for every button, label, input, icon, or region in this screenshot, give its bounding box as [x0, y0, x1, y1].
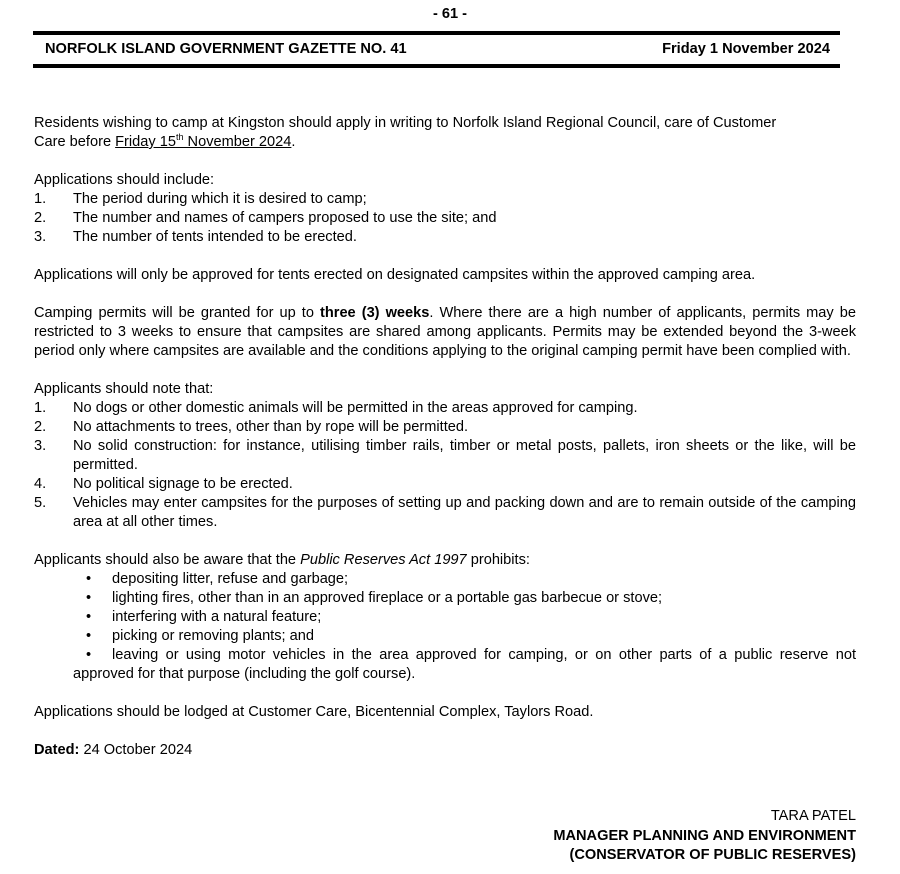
gazette-date: Friday 1 November 2024: [662, 41, 830, 57]
list-item: • interfering with a natural feature;: [86, 609, 322, 625]
intro-text: Residents wishing to camp at Kingston should apply in writing to Norfolk Island Regional Council, care of Customer: [34, 115, 777, 131]
list-item: 4. No political signage to be erected.: [34, 476, 293, 492]
list-item: 2. No attachments to trees, other than by rope will be permitted.: [34, 419, 469, 435]
list-item: 3. The number of tents intended to be erected.: [34, 229, 357, 245]
dated-line: [34, 741, 856, 760]
bullet-icon: •: [86, 571, 92, 587]
applicants-note-heading: Applicants should note that:: [34, 381, 214, 397]
approval-note: Applications will only be approved for tents erected on designated campsites within the approved camping area.: [34, 267, 756, 283]
bullet-icon: •: [86, 647, 92, 663]
intro-paragraph: Residents wishing to camp at Kingston should apply in writing to Norfolk Island Regional Council, care of Customer Care before Friday 15th November 2024.: [34, 115, 777, 150]
lodging-note: Applications should be lodged at Customer Care, Bicentennial Complex, Taylors Road.: [34, 704, 594, 720]
gazette-masthead: [33, 31, 840, 68]
bullet-icon: •: [86, 590, 92, 606]
prohibitions-list: [34, 570, 856, 684]
list-item: • picking or removing plants; and: [86, 628, 314, 644]
act-title: Public Reserves Act 1997: [300, 552, 467, 568]
list-item: • leaving or using motor vehicles in the area approved for camping, or on other parts of a public reserve not approved for that purpose (including the golf course).: [73, 647, 856, 682]
bullet-icon: •: [86, 609, 92, 625]
signatory-office: (CONSERVATOR OF PUBLIC RESERVES): [569, 847, 856, 863]
list-item: 1. The period during which it is desired to camp;: [34, 191, 367, 207]
dated-value: 24 October 2024: [79, 742, 193, 758]
signatory-name: TARA PATEL: [770, 808, 856, 824]
reserves-act-paragraph: Applicants should also be aware that the Public Reserves Act 1997 prohibits:: [34, 552, 530, 568]
dated-label: Dated:: [34, 742, 80, 758]
intro-care-before: Care before: [34, 134, 116, 150]
signature-block: [553, 807, 856, 866]
applications-include-heading: Applications should include:: [34, 172, 215, 188]
permit-duration: three (3) weeks: [319, 305, 430, 321]
list-item: 3. No solid construction: for instance, utilising timber rails, timber or metal posts, pallets, iron sheets or the like, will be permitted.: [34, 438, 856, 473]
notice-body: [34, 114, 856, 760]
list-item: 5. Vehicles may enter campsites for the purposes of setting up and packing down and are to remain outside of the camping area at all other times.: [34, 495, 856, 530]
list-item: 2. The number and names of campers proposed to use the site; and: [34, 210, 497, 226]
page-number: - 61 -: [432, 6, 468, 22]
permits-paragraph: Camping permits will be granted for up to three (3) weeks. Where there are a high number of applicants, permits may be restricted to 3 weeks to ensure that campsites are shared among applicants. Permits may be extended beyond the 3-week period only where campsites are available and the conditions applying to the original camping permit have been complied with.: [34, 305, 856, 359]
signatory-title: MANAGER PLANNING AND ENVIRONMENT: [553, 827, 856, 844]
applicants-note-list: [34, 399, 856, 532]
bullet-icon: •: [86, 628, 92, 644]
applications-include-list: [34, 190, 856, 247]
list-item: • depositing litter, refuse and garbage;: [86, 571, 349, 587]
gazette-title: NORFOLK ISLAND GOVERNMENT GAZETTE NO. 41: [45, 41, 407, 57]
list-item: • lighting fires, other than in an approved fireplace or a portable gas barbecue or stove;: [86, 590, 663, 606]
list-item: 1. No dogs or other domestic animals will be permitted in the areas approved for camping.: [34, 400, 638, 416]
application-deadline: Friday 15th November 2024: [115, 132, 292, 150]
